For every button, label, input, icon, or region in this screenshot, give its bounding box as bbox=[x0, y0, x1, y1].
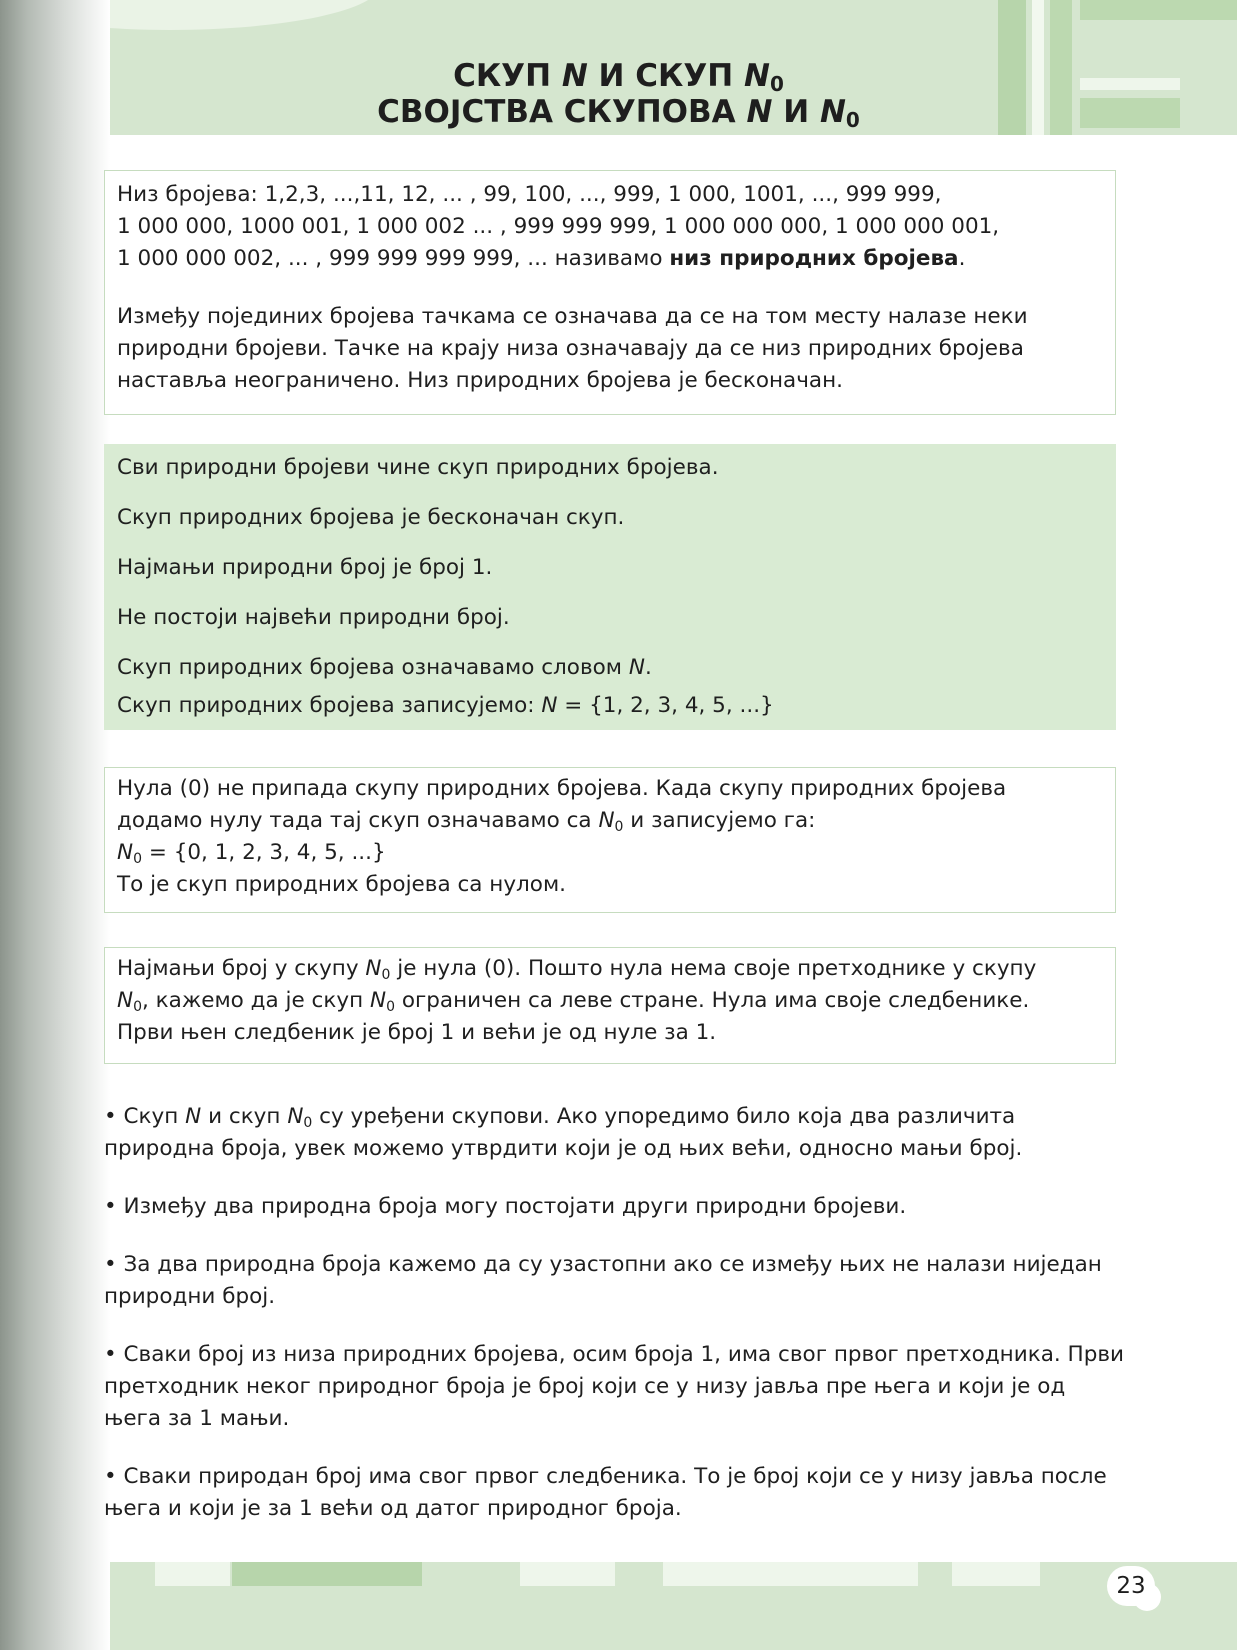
footer-stripe bbox=[232, 1562, 422, 1586]
sequence-line-2: 1 000 000, 1000 001, 1 000 002 ... , 999 999 999, 1 000 000 000, 1 000 000 001, bbox=[117, 214, 1000, 239]
header-stripe bbox=[1080, 0, 1237, 20]
set-n0-line-1: Нула (0) не припада скупу природних бројева. Када скупу природних бројева bbox=[117, 776, 1007, 801]
set-n-notation: Скуп природних бројева записујемо: N = {1, 2, 3, 4, 5, ...} bbox=[117, 693, 774, 718]
title-line-2: СВОЈСТВА СКУПОВА N И $N_0$ bbox=[377, 94, 860, 132]
set-n0-line-2: додамо нулу тада тај скуп означавамо са $N_0$ и записујемо га: bbox=[117, 808, 816, 835]
property-statement: Скуп природних бројева означавамо словом N. bbox=[117, 655, 652, 680]
set-n0-notation: $N_0 = \{0$, 1, 2, 3, 4, 5, ...} bbox=[117, 840, 386, 867]
property-statement: Најмањи природни број је број 1. bbox=[117, 555, 493, 580]
property-statement: Не постоји највећи природни број. bbox=[117, 605, 510, 630]
footer-stripe bbox=[520, 1562, 615, 1586]
definition-box-sequence bbox=[104, 170, 1116, 415]
sequence-line-3: 1 000 000 002, ... , 999 999 999 999, ... називамо низ природних бројева. bbox=[117, 246, 966, 271]
footer-stripe bbox=[952, 1562, 1040, 1586]
zero-line-2: $N_0$, кажемо да је скуп $N_0$ ограничен са леве стране. Нула има своје следбенике. bbox=[117, 988, 1030, 1015]
zero-line-3: Први њен следбеник је број 1 и већи је од нуле за 1. bbox=[117, 1020, 717, 1045]
sequence-line-1: Низ бројева: 1,2,3, ...,11, 12, ... , 99, 100, ..., 999, 1 000, 1001, ..., 999 999, bbox=[117, 182, 942, 207]
bullet-item: • Између два природна броја могу постојати други природни бројеви. bbox=[104, 1194, 907, 1219]
properties-bullet-list bbox=[104, 1101, 1124, 1551]
property-statement: Скуп природних бројева је бесконачан скуп. bbox=[117, 505, 625, 530]
set-n0-line-4: То је скуп природних бројева са нулом. bbox=[117, 872, 567, 897]
book-spine-shadow bbox=[0, 0, 110, 1650]
bullet-item: • Сваки број из низа природних бројева, осим броја 1, има свог првог претходника. Први претходник неког природног броја је број који се у низу јавља пре њега и који је од њега за 1 мањи. bbox=[104, 1342, 1125, 1431]
property-statement: Сви природни бројеви чине скуп природних бројева. bbox=[117, 455, 719, 480]
sequence-explanation: Између појединих бројева тачкама се означава да се на том месту налазе неки природни бројеви. Тачке на крају низа означавају да се низ природних бројева наставља неограничено. Низ природних бројева је бесконачан. bbox=[117, 304, 1028, 393]
page-number: 23 bbox=[1107, 1566, 1155, 1606]
footer-stripe bbox=[663, 1562, 918, 1586]
bullet-item: • Сваки природан број има свог првог следбеника. То је број који се у низу јавља после њега и који је за 1 већи од датог природног броја. bbox=[104, 1464, 1107, 1521]
definition-box-zero bbox=[104, 947, 1116, 1064]
footer-stripe bbox=[155, 1562, 230, 1586]
zero-line-1: Најмањи број у скупу $N_0$ је нула (0). Пошто нула нема своје претходнике у скупу bbox=[117, 956, 1037, 983]
bullet-item: • Скуп N и скуп $N_0$ су уређени скупови. Ако упоредимо било која два различита природна броја, увек можемо утврдити који је од њих већи, односно мањи број. bbox=[104, 1104, 1023, 1161]
bullet-item: • За два природна броја кажемо да су узастопни ако се између њих не налази ниједан природни број. bbox=[104, 1252, 1102, 1309]
properties-box-set-n bbox=[104, 444, 1116, 730]
definition-box-set-n0 bbox=[104, 767, 1116, 913]
title-line-1: СКУП N И СКУП $N_0$ bbox=[453, 58, 784, 96]
page-title bbox=[0, 58, 1237, 130]
